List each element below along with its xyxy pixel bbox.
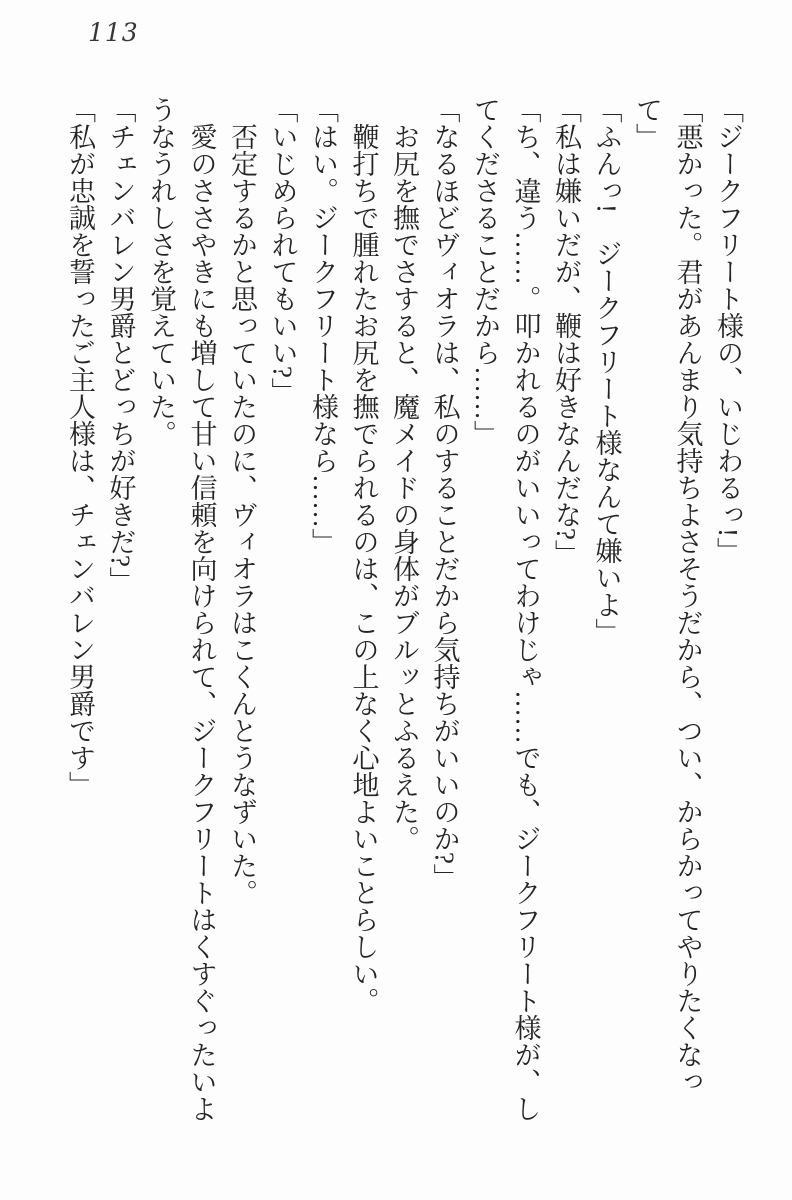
- paragraph: 「チェンバレン男爵とどっちが好きだ?」: [105, 96, 136, 594]
- paragraph: 「私は嫌いだが、鞭は好きなんだな?」: [551, 96, 581, 567]
- paragraph: 「悪かった。君があんまり気持ちよさそうだから、つい、からかってやりたくなっ て」: [632, 96, 703, 1095]
- paragraph: 鞭打ちで腫れたお尻を撫でられるのは、この上なく心地よいことらしい。: [348, 123, 379, 1014]
- paragraph: 「ふんっ! ジークフリート様なんて嫌いよ」: [591, 96, 622, 645]
- paragraph: 「いじめられてもいい?」: [267, 96, 298, 405]
- paragraph: 「私が忠誠を誓ったご主人様は、チェンバレン男爵です」: [65, 96, 95, 798]
- paragraph: 「はい。ジークフリート様なら……」: [308, 96, 338, 555]
- page-number: 113: [88, 18, 139, 47]
- paragraph: お尻を撫でさすると、魔メイドの身体がブルッとふるえた。: [389, 123, 419, 852]
- paragraph: 「なるほどヴィオラは、私のすることだから気持ちがいいのか?」: [429, 96, 460, 891]
- text-block: [60, 96, 749, 1130]
- paragraph: 「ジークフリート様の、いじわるっ!」: [713, 96, 743, 564]
- paragraph: 愛のささやきにも増して甘い信頼を向けられて、ジークフリートはくすぐったいよ うなうれしさを覚えていた。: [146, 96, 217, 1122]
- paragraph: 否定するかと思っていたのに、ヴィオラはこくんとうなずいた。: [227, 123, 257, 906]
- paragraph: 「ち、違う……。叩かれるのがいいってわけじゃ……でも、ジークフリート様が、し てくださることだから……」: [470, 96, 541, 1122]
